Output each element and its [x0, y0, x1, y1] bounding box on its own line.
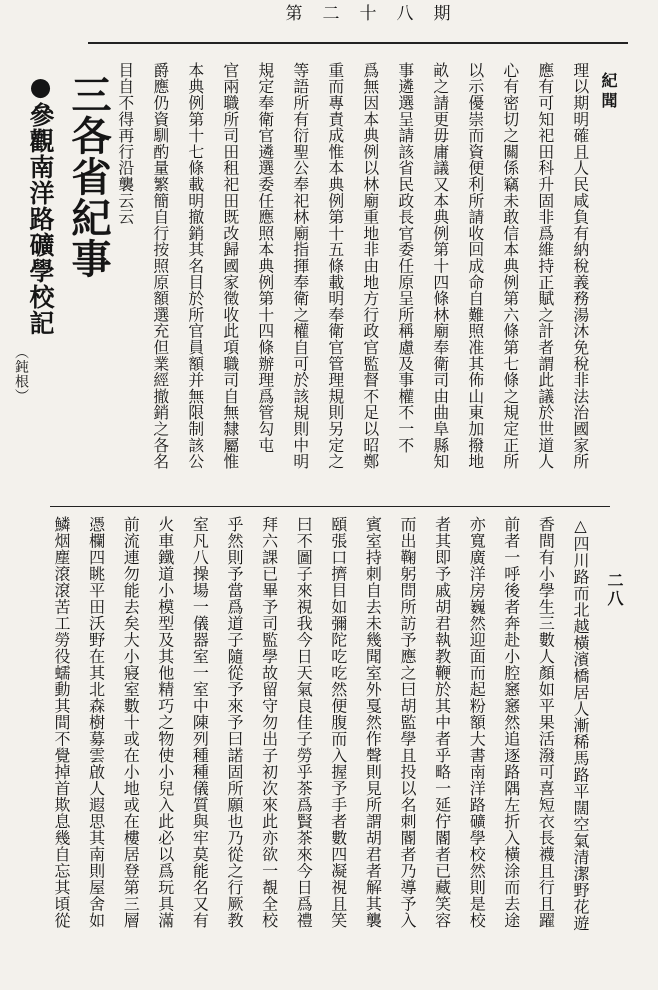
lower-text-column: 火車鐵道小模型及其他精巧之物使小兒入此必以爲玩具滿 — [155, 516, 175, 929]
upper-text-column: 事遴選呈請該省民政長官委任原呈所稱慮及事權不一不 — [395, 62, 415, 454]
lower-text-column: 曰不圖子來視我今日天氣良佳子勞乎茶爲賢茶來今日爲禮 — [294, 516, 314, 929]
article-title: ●參觀南洋路礦學校記 — [26, 72, 55, 336]
lower-text-column: 乎然則予當爲道子隨從予來予曰諾固所願也乃從之行厥教 — [225, 516, 244, 929]
lower-text-column: 頤張口擠目如彌陀吃吃然便腹而入握予手者數四凝視且笑 — [328, 516, 348, 929]
page-number: 二八 — [605, 572, 624, 608]
section-title: 三各省紀事 — [65, 74, 112, 279]
upper-text-column: 理以期明確且人民咸負有納稅義務湯沐免稅非法治國家所 — [570, 62, 590, 470]
lower-text-column: 而出鞠躬問所訪予應之曰胡監學且投以名刺閽者乃導予入 — [398, 516, 417, 929]
lower-text-column: 前者一呼後者奔赴小腔窸窸然追逐路隅左折入橫涂而去途 — [501, 516, 521, 929]
upper-text-column: 畝之請更毋庸議又本典例第十四條林廟奉衛司由曲阜縣知 — [430, 62, 450, 470]
section-divider — [50, 506, 610, 507]
author-byline: （鈍根） — [13, 345, 29, 403]
lower-text-column: 賓室持刺自去未幾聞室外戛然作聲則見所謂胡君者解其襲 — [363, 516, 383, 929]
upper-text-column: 心有密切之關係竊未敢信本典例第六條第七條之規定正所 — [500, 62, 520, 470]
upper-text-column: 等語所有衍聖公奉祀林廟指揮奉衛之權自可於該規則中明 — [290, 62, 310, 470]
upper-text-column: 本典例第十七條載明撤銷其名目於所官員額并無限制該公 — [185, 62, 205, 470]
lower-text-column: 前流連勿能去矣大小寢室數十或在小地或在樓居登第三層 — [121, 516, 141, 929]
upper-text-column: 目自不得再行沿襲云云 — [115, 62, 135, 225]
lower-text-column: 鱗烟塵滾滾苦工勞役蠕動其間不覺掉首欺息幾自忘其頃從 — [52, 516, 71, 929]
lower-text-column: △四川路而北越橫濱橋居人漸稀馬路平闊空氣清潔野花遊 — [571, 516, 590, 932]
upper-text-column: 爵應仍資馴酌量繁簡自行按照原額選充但業經撤銷之各名 — [150, 62, 170, 470]
upper-text-column: 應有可知祀田科升固非爲維持正賦之計者謂此議於世道人 — [535, 62, 555, 470]
running-title: 第二十八期 — [285, 4, 471, 24]
upper-text-column: 重而專責成惟本典例第十五條載明奉衛官管理規則另定之 — [325, 62, 345, 470]
section-label: 紀聞 — [599, 72, 618, 112]
lower-text-column: 拜六課已畢予司監學故留守勿出子初次來此亦欲一覩全校 — [259, 516, 279, 929]
lower-text-column: 憑欄四眺平田沃野在其北森樹募雲啟人遐思其南則屋舍如 — [86, 516, 106, 929]
upper-text-column: 官兩職所司田租祀田既改歸國家徵收此項職司自無隸屬惟 — [220, 62, 240, 470]
header-rule — [88, 42, 628, 44]
lower-text-column: 者其即予戚胡君執教鞭於其中者乎略一延佇閽者已藏笑容 — [432, 516, 452, 929]
upper-text-column: 以示優崇而資便利所請收回成命自難照准其佈山東加撥地 — [465, 62, 485, 470]
upper-text-column: 規定奉衛官遴選委任應照本典例第十四條辦理爲管勾屯 — [255, 62, 275, 454]
upper-text-column: 爲無因本典例以林廟重地非由地方行政官監督不足以昭鄭 — [360, 62, 380, 470]
lower-text-column: 室凡八操場一儀器室一室中陳列種種儀質與牢莫能名又有 — [190, 516, 210, 929]
lower-text-column: 亦寬廣洋房巍然迎面而起粉額大書南洋路礦學校然則是校 — [467, 516, 487, 929]
lower-text-column: 香間有小學生三數人顏如平果活潑可喜短衣長襪且行且躍 — [536, 516, 556, 929]
